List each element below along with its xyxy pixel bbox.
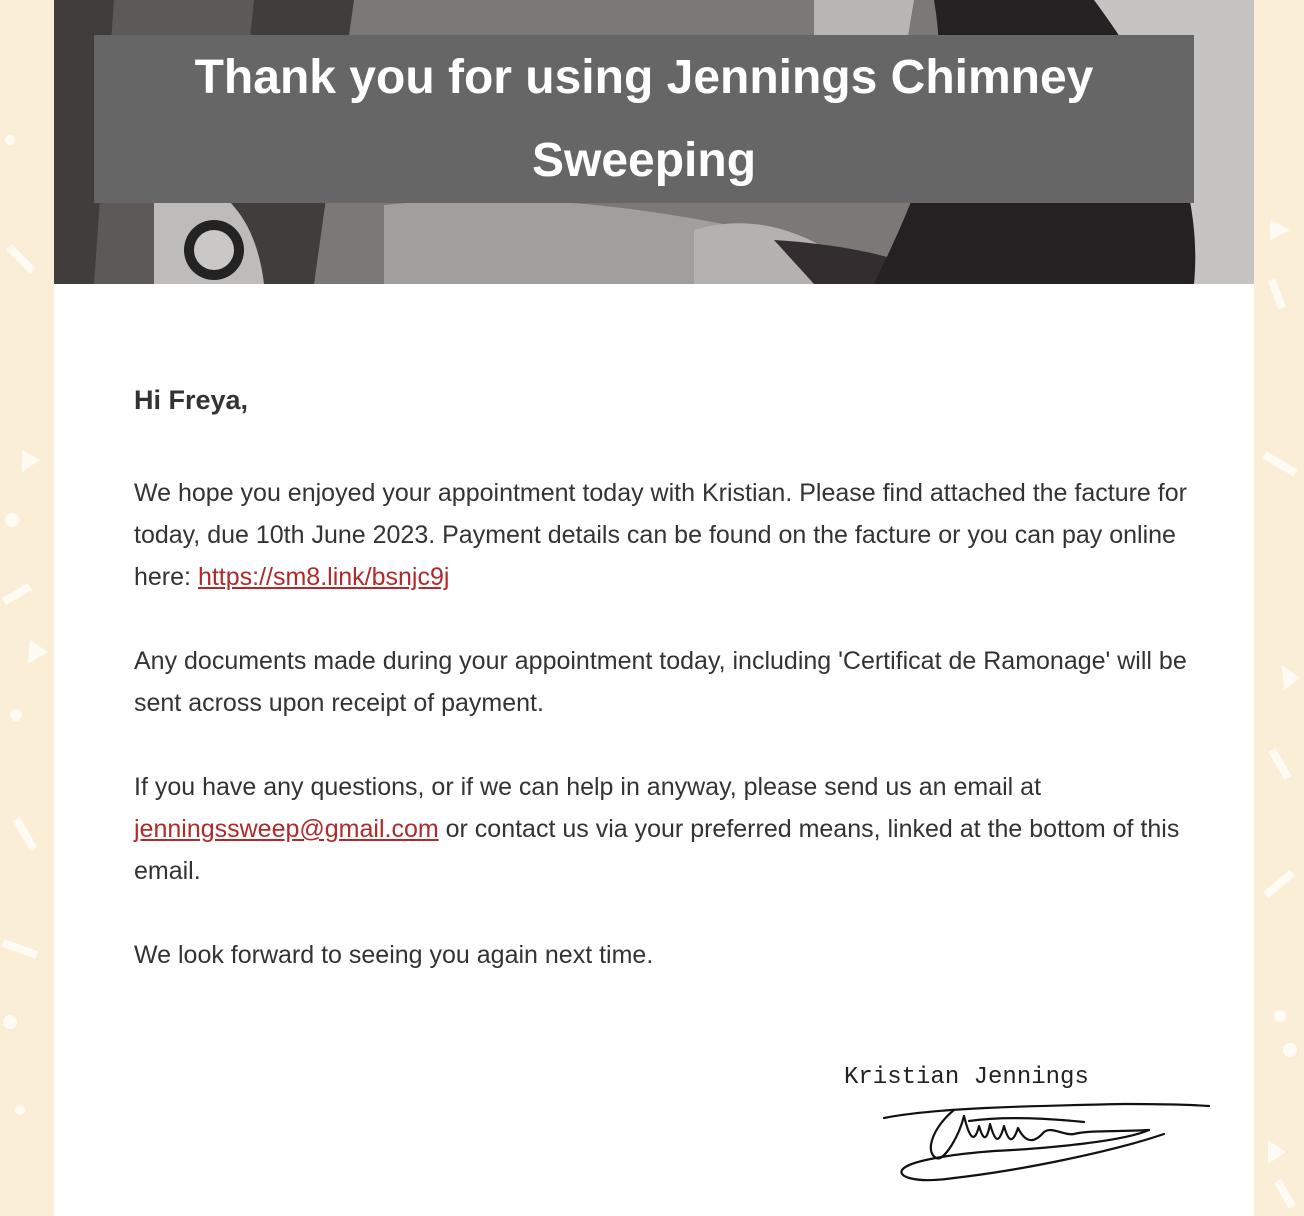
- closing-text: We look forward to seeing you again next time.: [134, 941, 654, 969]
- signature-block: [844, 1060, 1224, 1096]
- hero-title-banner: [94, 35, 1194, 203]
- paragraph-appointment-text: We hope you enjoyed your appointment today with Kristian. Please find attached the facture for today, due 10th June 2023. Payment details can be found on the facture or you can pay online here:: [134, 479, 1187, 591]
- contact-email-link[interactable]: jenningssweep@gmail.com: [134, 815, 439, 843]
- email-body: [134, 370, 1224, 1018]
- paragraph-contact-text-after: or contact us via your preferred means, linked at the bottom of this email.: [134, 815, 1180, 885]
- greeting: Hi Freya,: [134, 385, 249, 415]
- paragraph-contact: [134, 766, 1224, 892]
- paragraph-documents: Any documents made during your appointment today, including 'Certificat de Ramonage' will be sent across upon receipt of payment.: [134, 647, 1187, 717]
- hero-header: [54, 0, 1254, 284]
- handwritten-signature-icon: [874, 1096, 1214, 1191]
- email-card: [54, 0, 1254, 1216]
- paragraph-contact-text-before: If you have any questions, or if we can help in anyway, please send us an email at: [134, 773, 1042, 801]
- payment-link[interactable]: https://sm8.link/bsnjc9j: [197, 563, 450, 591]
- page-title: Thank you for using Jennings Chimney Sweeping: [194, 51, 1094, 187]
- signature-name: Kristian Jennings: [844, 1064, 1089, 1091]
- paragraph-appointment: [134, 472, 1224, 598]
